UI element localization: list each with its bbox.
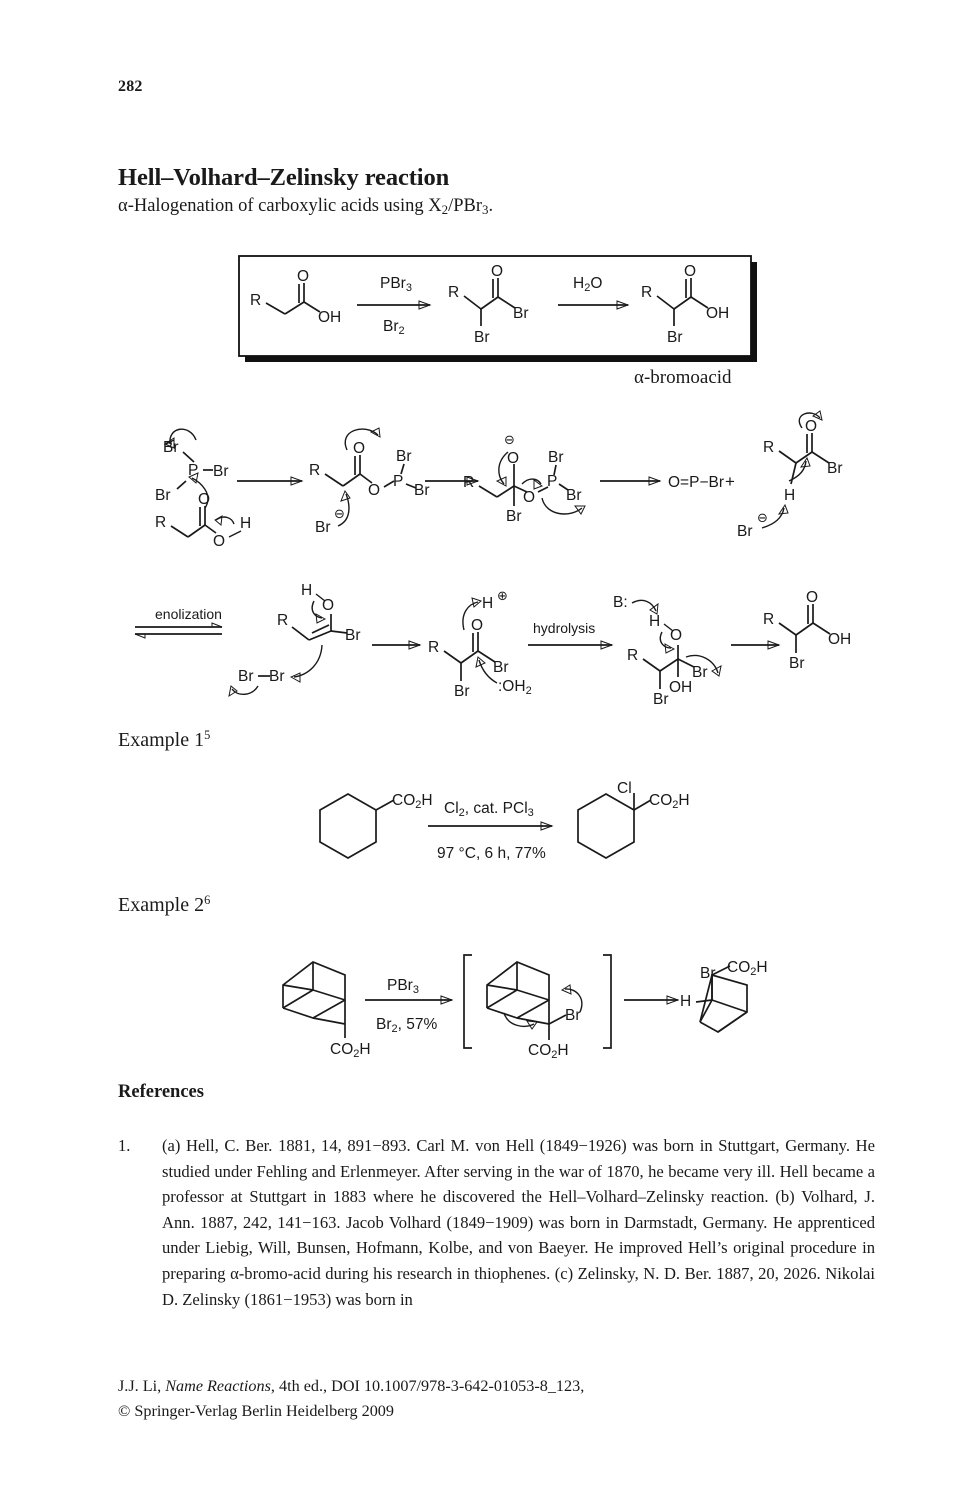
svg-text:OH: OH	[706, 305, 730, 322]
svg-text:Br: Br	[315, 519, 331, 536]
reference-number: 1.	[118, 1136, 131, 1155]
scheme-reagent-br2: Br2	[383, 318, 405, 337]
svg-text:R: R	[448, 284, 460, 301]
svg-text:Br: Br	[155, 487, 171, 504]
svg-text:Br: Br	[667, 329, 683, 346]
plus-sign-row1: +	[725, 472, 735, 491]
svg-text:O: O	[670, 627, 683, 644]
svg-text:H: H	[482, 595, 494, 612]
svg-text:O: O	[198, 491, 211, 508]
svg-text:R: R	[250, 292, 262, 309]
ex1-product-cl: Cl	[617, 780, 632, 797]
svg-text::OH2: :OH2	[498, 678, 532, 697]
svg-text:Br: Br	[513, 305, 529, 322]
example1-scheme	[320, 780, 690, 862]
svg-text:R: R	[309, 462, 321, 479]
ex2-product-h: H	[680, 993, 692, 1010]
svg-text:H: H	[301, 582, 313, 599]
svg-text:Br: Br	[213, 463, 229, 480]
svg-text:Br: Br	[396, 448, 412, 465]
svg-text:P: P	[188, 462, 199, 479]
svg-text:Br: Br	[238, 668, 254, 685]
ex2-substrate-label: CO2H	[330, 1041, 371, 1060]
svg-text:Br: Br	[827, 460, 843, 477]
mechanism-row-1	[155, 411, 843, 550]
svg-text:R: R	[627, 647, 639, 664]
example-1-label	[118, 728, 210, 752]
subtitle-text-mid: /PBr	[448, 196, 482, 216]
footer-citation-post: , 4th ed., DOI 10.1007/978-3-642-01053-8_123,	[270, 1377, 585, 1395]
svg-text:O: O	[805, 418, 818, 435]
hydrolysis-label: hydrolysis	[533, 620, 596, 636]
ex2-intermediate-br: Br	[565, 1007, 581, 1024]
svg-text:Br: Br	[474, 329, 490, 346]
svg-text:OH: OH	[318, 309, 342, 326]
svg-text:O: O	[353, 440, 366, 457]
ex2-reagent-bottom: Br2, 57%	[376, 1016, 438, 1035]
svg-text:O: O	[213, 533, 226, 550]
reference-item	[118, 1133, 875, 1312]
footer-citation-pre: J.J. Li,	[118, 1377, 166, 1395]
ex1-reagent-top: Cl2, cat. PCl3	[444, 800, 534, 819]
subtitle-sub-x2: 2	[441, 202, 449, 218]
example-1-superscript: 5	[204, 728, 211, 742]
svg-text:H: H	[784, 487, 796, 504]
example-2-superscript: 6	[204, 893, 211, 907]
page-footer	[118, 1374, 584, 1424]
subtitle-text-end: .	[488, 196, 494, 216]
svg-text:O: O	[322, 597, 335, 614]
phosphorus-oxybromide: O=P−Br	[668, 474, 724, 491]
svg-text:H: H	[649, 613, 661, 630]
svg-text:OH: OH	[828, 631, 852, 648]
example-2-label	[118, 893, 210, 917]
page-number: 282	[118, 78, 143, 95]
svg-text:O: O	[684, 263, 697, 280]
svg-text:O: O	[491, 263, 504, 280]
svg-text:Br: Br	[345, 627, 361, 644]
example-1-text: Example 1	[118, 728, 205, 751]
svg-text:O: O	[297, 268, 310, 285]
svg-text:P: P	[547, 473, 558, 490]
svg-text:Br: Br	[566, 487, 582, 504]
ex1-product-label: CO2H	[649, 792, 690, 811]
svg-text:Br: Br	[548, 449, 564, 466]
alpha-bromoacid-caption: α-bromoacid	[634, 367, 732, 388]
subtitle-text-pre: α-Halogenation of carboxylic acids using X	[118, 196, 442, 216]
enolization-label: enolization	[155, 606, 222, 622]
svg-text:R: R	[763, 439, 775, 456]
mechanism-row-2	[135, 582, 851, 708]
example2-scheme	[283, 955, 768, 1061]
svg-text:P: P	[393, 473, 404, 490]
svg-text:Br: Br	[506, 508, 522, 525]
svg-text:R: R	[428, 639, 440, 656]
svg-text:⊖: ⊖	[334, 506, 345, 521]
footer-line-1	[118, 1374, 584, 1399]
reference-text: (a) Hell, C. Ber. 1881, 14, 891−893. Carl M. von Hell (1849−1926) was born in Stuttgart, Germany. He studied under Fehling and Erlenmeyer. After serving in the war of 1870, he became very ill. Hell became a professor at Stuttgart in 1883 where he discovered the Hell–Volhard–Zelinsky reaction. (b) Volhard, J. Ann. 1887, 242, 141−163. Jacob Volhard (1849−1909) was born in Darmstadt, Germany. He apprenticed under Liebig, Will, Bunsen, Hofmann, Kolbe, and von Baeyer. He improved Hell’s original procedure in preparing α-bromo-acid during his research in thiophenes. (c) Zelinsky, N. D. Ber. 1887, 20, 2026. Nikolai D. Zelinsky (1861−1953) was born in	[162, 1136, 875, 1309]
example-2-text: Example 2	[118, 893, 205, 916]
svg-text:Br: Br	[163, 439, 179, 456]
base-label: B:	[613, 594, 628, 611]
svg-text:O: O	[368, 482, 381, 499]
svg-text:R: R	[463, 474, 475, 491]
svg-text:Br: Br	[653, 691, 669, 708]
ex1-substrate-label: CO2H	[392, 792, 433, 811]
svg-text:Br: Br	[737, 523, 753, 540]
ex2-intermediate-label: CO2H	[528, 1042, 569, 1061]
ex1-reagent-bottom: 97 °C, 6 h, 77%	[437, 845, 546, 862]
ex2-product-br: Br	[700, 965, 716, 982]
svg-text:⊖: ⊖	[504, 432, 515, 447]
scheme-reagent-h2o: H2O	[573, 275, 603, 294]
svg-text:O: O	[507, 450, 520, 467]
scheme-reagent-pbr3: PBr3	[380, 275, 412, 294]
svg-text:H: H	[240, 515, 252, 532]
references-heading: References	[118, 1082, 204, 1102]
svg-text:R: R	[641, 284, 653, 301]
svg-text:O: O	[471, 617, 484, 634]
svg-text:Br: Br	[454, 683, 470, 700]
svg-text:O: O	[523, 489, 536, 506]
footer-book-title: Name Reactions	[165, 1377, 271, 1395]
footer-line-2: © Springer-Verlag Berlin Heidelberg 2009	[118, 1402, 394, 1420]
svg-text:Br: Br	[493, 659, 509, 676]
svg-text:Br: Br	[692, 664, 708, 681]
svg-text:Br: Br	[414, 482, 430, 499]
svg-text:R: R	[763, 611, 775, 628]
svg-text:⊕: ⊕	[497, 588, 508, 603]
svg-text:O: O	[806, 589, 819, 606]
svg-text:Br: Br	[789, 655, 805, 672]
svg-text:OH: OH	[669, 679, 693, 696]
subtitle-sub-pbr3: 3	[482, 202, 489, 218]
ex2-product-label: CO2H	[727, 959, 768, 978]
svg-text:R: R	[155, 514, 167, 531]
svg-text:R: R	[277, 612, 289, 629]
svg-text:Br: Br	[269, 668, 285, 685]
ex2-reagent-top: PBr3	[387, 977, 419, 996]
page-title: Hell–Volhard–Zelinsky reaction	[118, 164, 450, 192]
svg-text:⊖: ⊖	[757, 510, 768, 525]
